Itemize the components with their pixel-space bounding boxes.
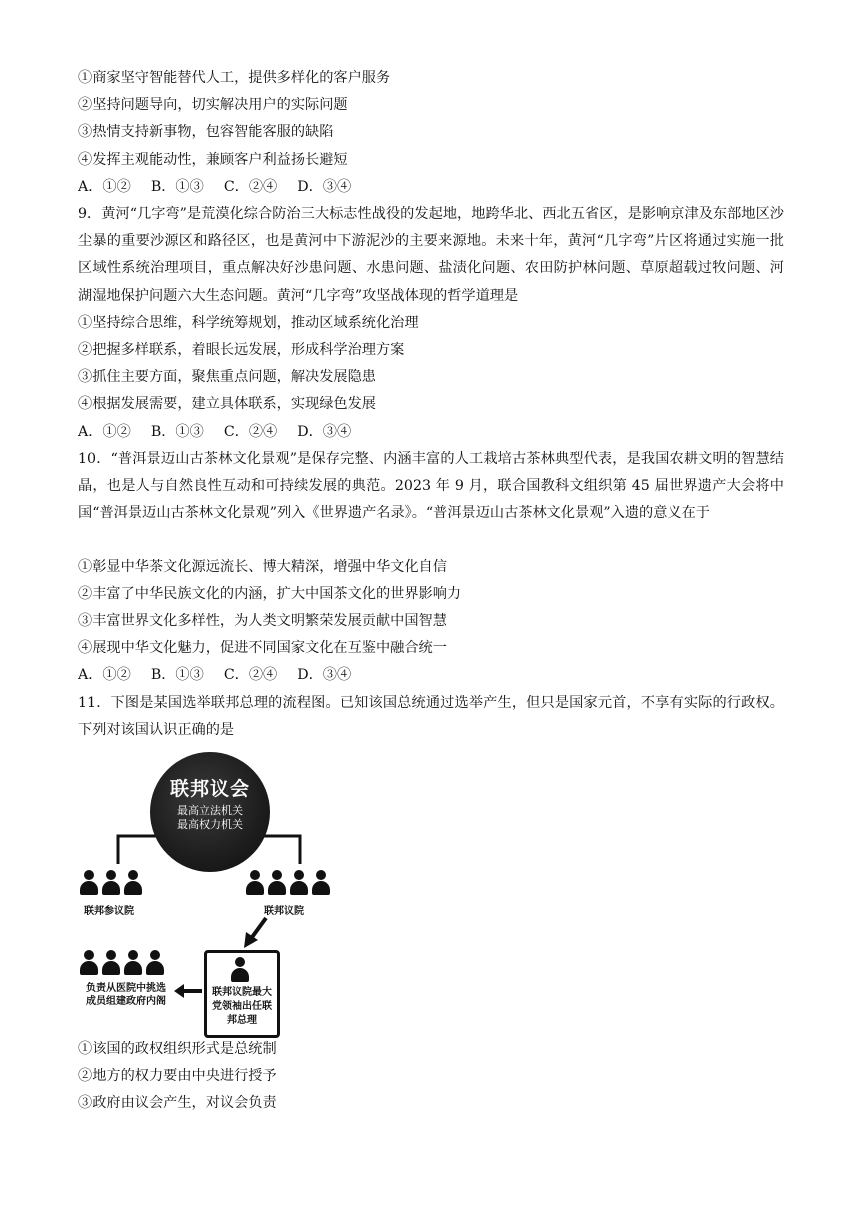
- upper-house-people-icon: [80, 870, 142, 896]
- chancellor-box: [204, 950, 280, 1038]
- q8-option-3: ③热情支持新事物，包容智能客服的缺陷: [78, 124, 334, 140]
- q8-option-4: ④发挥主观能动性，兼顾客户利益扬长避短: [78, 152, 348, 168]
- parliament-sub1: 最高立法机关: [177, 804, 243, 817]
- q8-choice-d: D．③④: [297, 179, 352, 195]
- lower-house-label: 联邦议院: [264, 906, 304, 917]
- q9-option-1: ①坚持综合思维，科学统筹规划，推动区域系统化治理: [78, 315, 419, 331]
- parliament-title: 联邦议会: [169, 778, 250, 800]
- parliament-subtitle: [150, 804, 270, 832]
- q11-option-2: ②地方的权力要由中央进行授予: [78, 1068, 277, 1084]
- q9-stem: 9．黄河“几字弯”是荒漠化综合防治三大标志性战役的发起地，地跨华北、西北五省区，是影响京津及东部地区沙尘暴的重要沙源区和路径区，也是黄河中下游泥沙的主要来源地。未来十年，黄河“几字弯”片区将通过实施一批区域性系统治理项目，重点解决好沙患问题、水患问题、盐渍化问题、农田防护林问题、草原超载过牧问题、河湖湿地保护问题六大生态问题。黄河“几字弯”攻坚战体现的哲学道理是: [78, 206, 784, 304]
- q10-option-1: ①彰显中华茶文化源远流长、博大精深，增强中华文化自信: [78, 559, 447, 575]
- parliament-sub2: 最高权力机关: [177, 818, 243, 831]
- federal-parliament-circle: [150, 752, 270, 872]
- chancellor-person-icon: [231, 957, 249, 983]
- cabinet-people-icon: [80, 950, 164, 976]
- lower-house-people-icon: [246, 870, 330, 896]
- q11-stem: 11．下图是某国选举联邦总理的流程图。已知该国总统通过选举产生，但只是国家元首，不享有实际的行政权。下列对该国认识正确的是: [78, 695, 784, 739]
- q10-option-3: ③丰富世界文化多样性，为人类文明繁荣发展贡献中国智慧: [78, 613, 447, 629]
- q8-choice-a: A．①②: [78, 179, 131, 195]
- q9-choice-d: D．③④: [297, 424, 352, 440]
- q10-choice-a: A．①②: [78, 667, 131, 683]
- upper-house-label: 联邦参议院: [84, 906, 134, 917]
- q10-option-4: ④展现中华文化魅力，促进不同国家文化在互鉴中融合统一: [78, 640, 447, 656]
- q9-choice-c: C．②④: [223, 424, 278, 440]
- q8-choice-b: B．①③: [150, 179, 204, 195]
- q9-option-2: ②把握多样联系，着眼长远发展，形成科学治理方案: [78, 342, 405, 358]
- q10-choice-c: C．②④: [223, 667, 278, 683]
- q8-option-2: ②坚持问题导向，切实解决用户的实际问题: [78, 97, 348, 113]
- q8-option-1: ①商家坚守智能替代人工，提供多样化的客户服务: [78, 70, 391, 86]
- q10-option-2: ②丰富了中华民族文化的内涵，扩大中国茶文化的世界影响力: [78, 586, 462, 602]
- q9-option-4: ④根据发展需要，建立具体联系，实现绿色发展: [78, 396, 376, 412]
- chancellor-label: 联邦议院最大党领袖出任联邦总理: [212, 987, 272, 1026]
- q11-option-3: ③政府由议会产生，对议会负责: [78, 1095, 277, 1111]
- arrow-head-left: [174, 984, 184, 998]
- q11-option-1: ①该国的政权组织形式是总统制: [78, 1041, 277, 1057]
- q10-stem: 10．“普洱景迈山古茶林文化景观”是保存完整、内涵丰富的人工栽培古茶林典型代表，是我国农耕文明的智慧结晶，也是人与自然良性互动和可持续发展的典范。2023 年 9 月，联合国教科文组织第 45 届世界遗产大会将中国“普洱景迈山古茶林文化景观”列入《世界遗产名录》。“普洱景迈山古茶林文化景观”入遗的意义在于: [78, 451, 784, 522]
- q10-choice-d: D．③④: [297, 667, 352, 683]
- q10-choice-b: B．①③: [150, 667, 204, 683]
- cabinet-label: 负责从医院中挑选成员组建政府内阁: [86, 983, 166, 1007]
- q9-choices: [78, 422, 351, 442]
- election-flow-diagram: [78, 746, 338, 1036]
- q8-choice-c: C．②④: [223, 179, 278, 195]
- q9-option-3: ③抓住主要方面，聚焦重点问题，解决发展隐患: [78, 369, 376, 385]
- q9-choice-a: A．①②: [78, 424, 131, 440]
- q9-choice-b: B．①③: [150, 424, 204, 440]
- q8-choices: [78, 177, 351, 197]
- q10-choices: [78, 665, 351, 685]
